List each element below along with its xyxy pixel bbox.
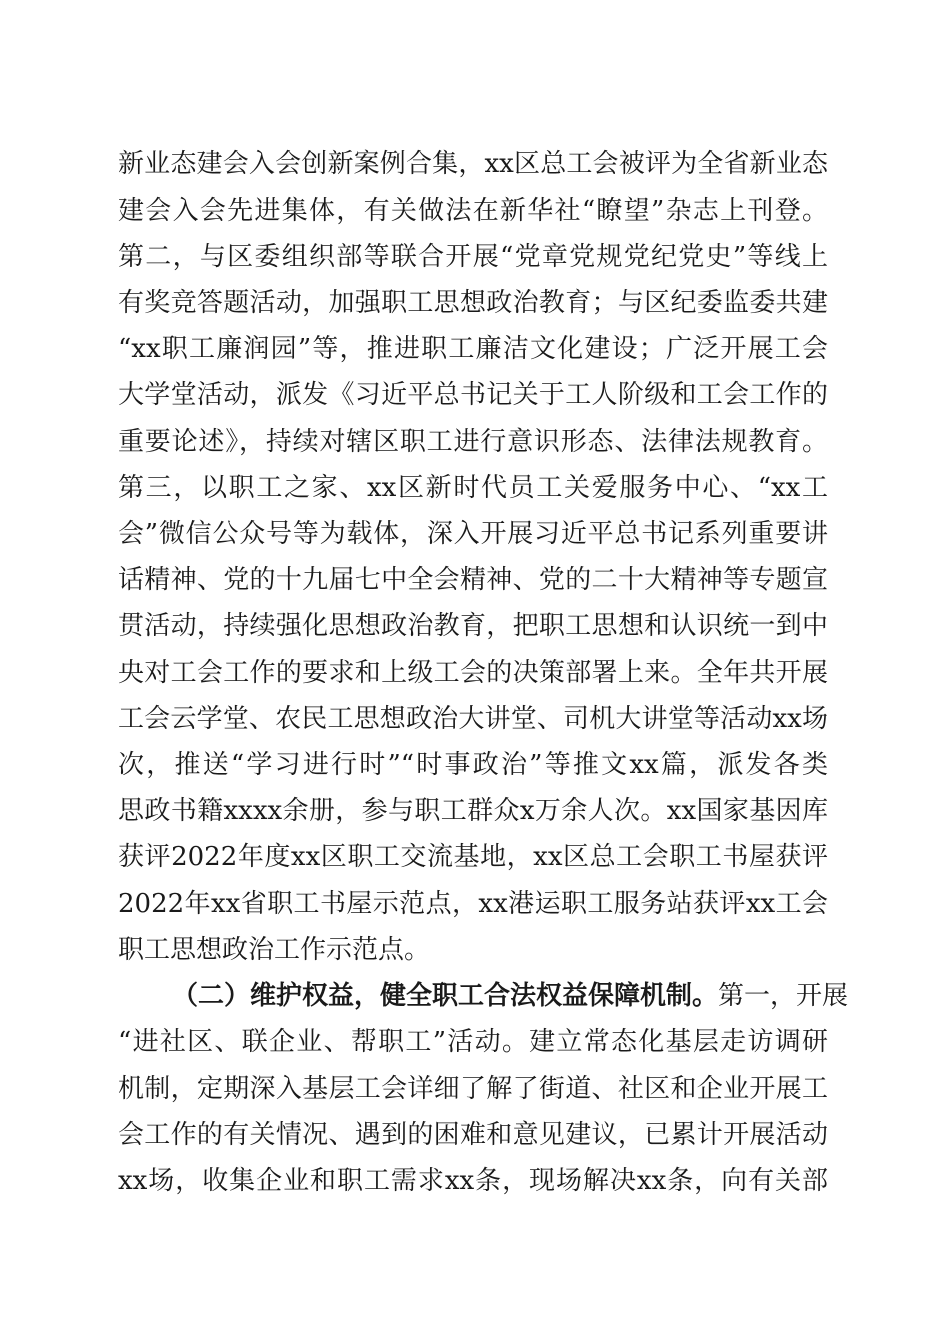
paragraph-line: 重要论述》，持续对辖区职工进行意识形态、法律法规教育。	[118, 427, 828, 457]
section-heading: （二）维护权益，健全职工合法权益保障机制。	[172, 981, 719, 1011]
paragraph-line: 2022年xx省职工书屋示范点，xx港运职工服务站获评xx工会	[118, 889, 828, 919]
paragraph-line: 会”微信公众号等为载体，深入开展习近平总书记系列重要讲	[118, 519, 828, 549]
paragraph-line: 新业态建会入会创新案例合集，xx区总工会被评为全省新业态	[118, 149, 828, 179]
paragraph-line: 话精神、党的十九届七中全会精神、党的二十大精神等专题宣	[118, 565, 828, 595]
paragraph-line: 建会入会先进集体，有关做法在新华社“瞭望”杂志上刊登。	[118, 196, 828, 226]
paragraph-line: 央对工会工作的要求和上级工会的决策部署上来。全年共开展	[118, 658, 828, 688]
paragraph-line: 次，推送“学习进行时”“时事政治”等推文xx篇，派发各类	[118, 750, 828, 780]
section-heading-line	[172, 974, 849, 1018]
section-heading-continuation: 第一，开展	[718, 981, 849, 1011]
paragraph-line: 贯活动，持续强化思想政治教育，把职工思想和认识统一到中	[118, 611, 828, 641]
paragraph-line: 有奖竞答题活动，加强职工思想政治教育；与区纪委监委共建	[118, 288, 828, 318]
paragraph-line: 思政书籍xxxx余册，参与职工群众x万余人次。xx国家基因库	[118, 796, 828, 826]
paragraph-line: 获评2022年度xx区职工交流基地，xx区总工会职工书屋获评	[118, 842, 828, 872]
paragraph-line: 第三，以职工之家、xx区新时代员工关爱服务中心、“xx工	[118, 473, 828, 503]
paragraph-line: “xx职工廉润园”等，推进职工廉洁文化建设；广泛开展工会	[118, 334, 828, 364]
paragraph-line: “进社区、联企业、帮职工”活动。建立常态化基层走访调研	[118, 1027, 828, 1057]
paragraph-line: 会工作的有关情况、遇到的困难和意见建议，已累计开展活动	[118, 1120, 828, 1150]
paragraph-line: 机制，定期深入基层工会详细了解了街道、社区和企业开展工	[118, 1074, 828, 1104]
paragraph-line: xx场，收集企业和职工需求xx条，现场解决xx条，向有关部	[118, 1166, 828, 1196]
paragraph-line: 工会云学堂、农民工思想政治大讲堂、司机大讲堂等活动xx场	[118, 704, 828, 734]
paragraph-line: 第二，与区委组织部等联合开展“党章党规党纪党史”等线上	[118, 242, 828, 272]
paragraph-line: 职工思想政治工作示范点。	[118, 935, 431, 965]
paragraph-line: 大学堂活动，派发《习近平总书记关于工人阶级和工会工作的	[118, 380, 828, 410]
